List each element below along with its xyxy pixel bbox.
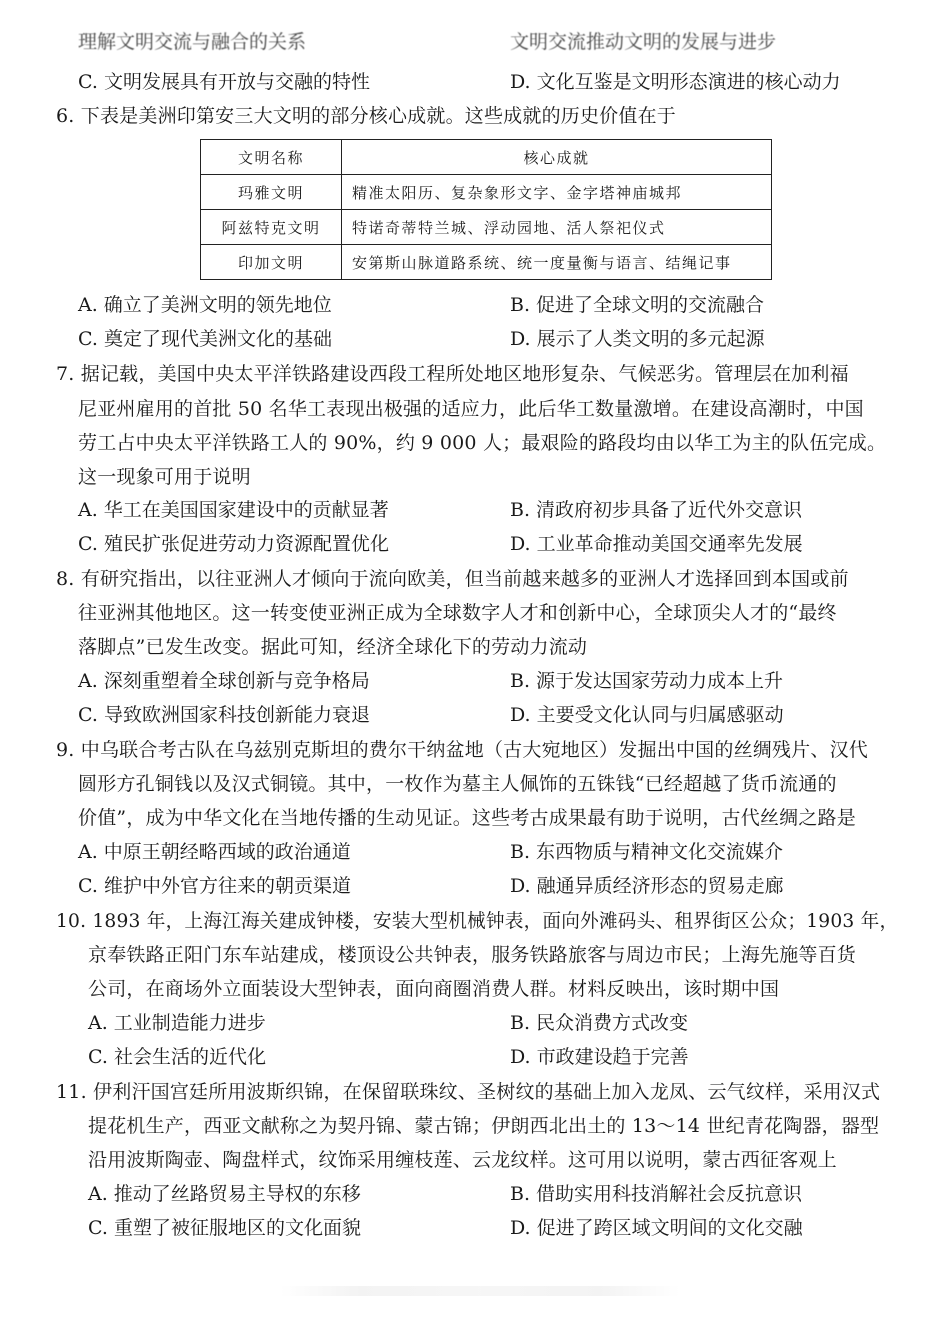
table-row: [201, 210, 772, 245]
table-cell-achievement: 精准太阳历、复杂象形文字、金字塔神庙城邦: [342, 175, 772, 210]
q10-option-b[interactable]: B. 民众消费方式改变: [510, 1012, 689, 1034]
q9-option-a[interactable]: A. 中原王朝经略西域的政治通道: [78, 841, 351, 863]
q9-option-d[interactable]: D. 融通异质经济形态的贸易走廊: [510, 875, 784, 897]
cut-off-option-row: [78, 0, 878, 62]
table-header-name: 文明名称: [201, 140, 342, 175]
q9-stem-line: 圆形方孔铜钱以及汉式铜镜。其中，一枚作为墓主人佩饰的五铢钱“已经超越了货币流通的: [78, 773, 837, 795]
q6-option-b[interactable]: B. 促进了全球文明的交流融合: [510, 294, 765, 316]
q10-option-c[interactable]: C. 社会生活的近代化: [88, 1046, 266, 1068]
q8-option-c[interactable]: C. 导致欧洲国家科技创新能力衰退: [78, 704, 370, 726]
q11-stem-line: 11. 伊利汗国宫廷所用波斯织锦，在保留联珠纹、圣树纹的基础上加入龙凤、云气纹样，采用汉式: [56, 1081, 881, 1103]
faded-footer-mark: [280, 1286, 680, 1296]
q8-option-d[interactable]: D. 主要受文化认同与归属感驱动: [510, 704, 784, 726]
table-cell-name: 玛雅文明: [201, 175, 342, 210]
q7-option-c[interactable]: C. 殖民扩张促进劳动力资源配置优化: [78, 533, 389, 555]
q10-option-a[interactable]: A. 工业制造能力进步: [88, 1012, 266, 1034]
table-row: [201, 175, 772, 210]
q7-stem-line: 这一现象可用于说明: [78, 466, 251, 488]
q7-option-d[interactable]: D. 工业革命推动美国交通率先发展: [510, 533, 803, 555]
table-cell-achievement: 特诺奇蒂特兰城、浮动园地、活人祭祀仪式: [342, 210, 772, 245]
q9-option-c[interactable]: C. 维护中外官方往来的朝贡渠道: [78, 875, 351, 897]
q9-stem-line: 9. 中乌联合考古队在乌兹别克斯坦的费尔干纳盆地（古大宛地区）发掘出中国的丝绸残片、汉代: [56, 739, 868, 761]
table-cell-achievement: 安第斯山脉道路系统、统一度量衡与语言、结绳记事: [342, 245, 772, 280]
q7-option-a[interactable]: A. 华工在美国国家建设中的贡献显著: [78, 499, 389, 521]
civilization-table: [200, 139, 772, 280]
cut-option-a-text: 理解文明交流与融合的关系: [78, 31, 307, 53]
q10-stem-line: 京奉铁路正阳门东车站建成，楼顶设公共钟表，服务铁路旅客与周边市民；上海先施等百货: [88, 944, 857, 966]
cut-option-b-text: 文明交流推动文明的发展与进步: [510, 31, 777, 53]
q10-option-d[interactable]: D. 市政建设趋于完善: [510, 1046, 689, 1068]
q7-stem-line: 7. 据记载，美国中央太平洋铁路建设西段工程所处地区地形复杂、气候恶劣。管理层在加利福: [56, 363, 849, 385]
q10-stem-line: 公司，在商场外立面装设大型钟表，面向商圈消费人群。材料反映出，该时期中国: [88, 978, 780, 1000]
q6-option-d[interactable]: D. 展示了人类文明的多元起源: [510, 328, 765, 350]
table-cell-name: 印加文明: [201, 245, 342, 280]
q11-stem-line: 提花机生产，西亚文献称之为契丹锦、蒙古锦；伊朗西北出土的 13～14 世纪青花陶器，器型: [88, 1115, 880, 1137]
table-header-achievement: 核心成就: [342, 140, 772, 175]
q5-option-c[interactable]: C. 文明发展具有开放与交融的特性: [78, 71, 370, 93]
q11-stem-line: 沿用波斯陶壶、陶盘样式，纹饰采用缠枝莲、云龙纹样。这可用以说明，蒙古西征客观上: [88, 1149, 837, 1171]
q8-option-a[interactable]: A. 深刻重塑着全球创新与竞争格局: [78, 670, 370, 692]
q6-option-c[interactable]: C. 奠定了现代美洲文化的基础: [78, 328, 332, 350]
q7-stem-line: 劳工占中央太平洋铁路工人的 90%，约 9 000 人；最艰险的路段均由以华工为主的队伍完成。: [78, 432, 887, 454]
q8-stem-line: 落脚点”已发生改变。据此可知，经济全球化下的劳动力流动: [78, 636, 588, 658]
q11-option-b[interactable]: B. 借助实用科技消解社会反抗意识: [510, 1183, 803, 1205]
q11-option-d[interactable]: D. 促进了跨区域文明间的文化交融: [510, 1217, 803, 1239]
q10-stem-line: 10. 1893 年，上海江海关建成钟楼，安装大型机械钟表，面向外滩码头、租界街区公众；1903 年，: [56, 910, 899, 932]
table-header-row: [201, 140, 772, 175]
q8-stem-line: 8. 有研究指出，以往亚洲人才倾向于流向欧美，但当前越来越多的亚洲人才选择回到本国或前: [56, 568, 849, 590]
q11-option-a[interactable]: A. 推动了丝路贸易主导权的东移: [88, 1183, 361, 1205]
q9-stem-line: 价值”，成为中华文化在当地传播的生动见证。这些考古成果最有助于说明，古代丝绸之路是: [78, 807, 856, 829]
table-row: [201, 245, 772, 280]
q6-stem: 6. 下表是美洲印第安三大文明的部分核心成就。这些成就的历史价值在于: [56, 105, 676, 127]
q8-option-b[interactable]: B. 源于发达国家劳动力成本上升: [510, 670, 784, 692]
q9-option-b[interactable]: B. 东西物质与精神文化交流媒介: [510, 841, 784, 863]
q5-option-d[interactable]: D. 文化互鉴是文明形态演进的核心动力: [510, 71, 841, 93]
q6-option-a[interactable]: A. 确立了美洲文明的领先地位: [78, 294, 332, 316]
q8-stem-line: 往亚洲其他地区。这一转变使亚洲正成为全球数字人才和创新中心，全球顶尖人才的“最终: [78, 602, 837, 624]
q11-option-c[interactable]: C. 重塑了被征服地区的文化面貌: [88, 1217, 361, 1239]
q7-option-b[interactable]: B. 清政府初步具备了近代外交意识: [510, 499, 803, 521]
table-cell-name: 阿兹特克文明: [201, 210, 342, 245]
q7-stem-line: 尼亚州雇用的首批 50 名华工表现出极强的适应力，此后华工数量激增。在建设高潮时，中国: [78, 398, 864, 420]
